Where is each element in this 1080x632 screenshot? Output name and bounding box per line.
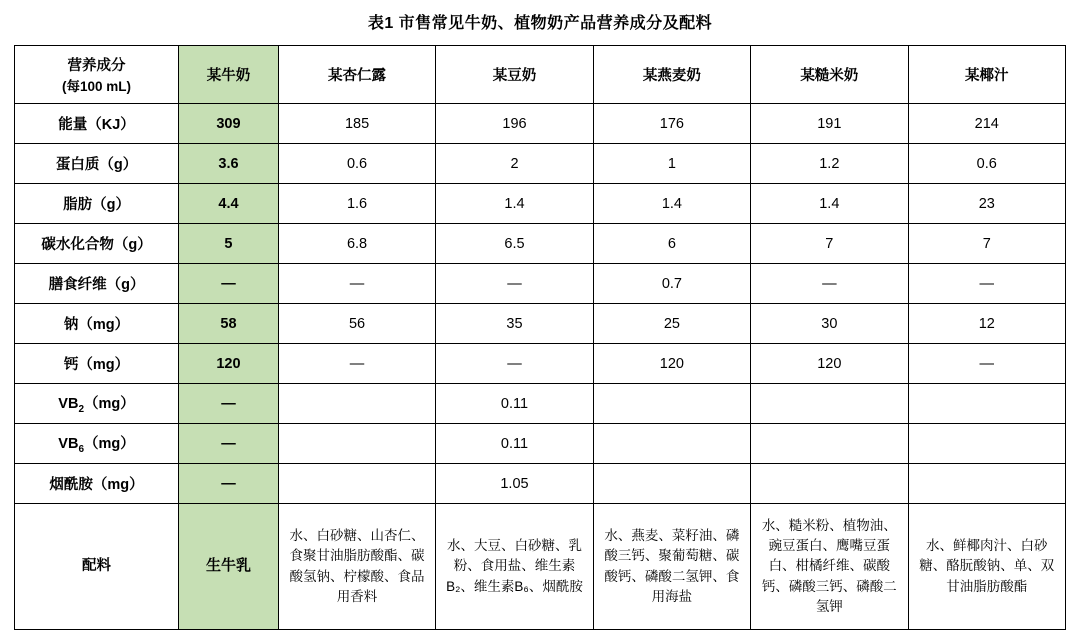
cell-fiber-oat: 0.7: [593, 264, 750, 304]
row-label-vb6-suffix: （mg）: [84, 436, 135, 453]
table-row: [15, 424, 1066, 464]
cell-protein-soy: 2: [436, 144, 593, 184]
nutrition-table: [14, 45, 1066, 630]
cell-sodium-soy: 35: [436, 304, 593, 344]
cell-protein-oat: 1: [593, 144, 750, 184]
row-label-vb2: [15, 384, 179, 424]
cell-energy-oat: 176: [593, 104, 750, 144]
cell-energy-brownrice: 191: [751, 104, 908, 144]
cell-energy-soy: 196: [436, 104, 593, 144]
row-label-ingredients: 配料: [15, 504, 179, 630]
cell-protein-coconut: 0.6: [908, 144, 1065, 184]
cell-calcium-oat: 120: [593, 344, 750, 384]
cell-protein-milk: 3.6: [179, 144, 279, 184]
row-label-fiber: 膳食纤维（g）: [15, 264, 179, 304]
cell-carbohydrate-soy: 6.5: [436, 224, 593, 264]
cell-carbohydrate-almond: 6.8: [278, 224, 435, 264]
cell-fat-almond: 1.6: [278, 184, 435, 224]
table-row-ingredients: [15, 504, 1066, 630]
cell-fiber-soy: —: [436, 264, 593, 304]
row-label-vb6-subscript: 6: [78, 443, 85, 455]
cell-niacinamide-soy: 1.05: [436, 464, 593, 504]
cell-vb6-soy: 0.11: [436, 424, 593, 464]
cell-carbohydrate-coconut: 7: [908, 224, 1065, 264]
cell-vb2-brownrice: [751, 384, 908, 424]
header-cell-coconut: 某椰汁: [908, 46, 1065, 104]
row-label-fat: 脂肪（g）: [15, 184, 179, 224]
cell-fat-soy: 1.4: [436, 184, 593, 224]
row-label-calcium: 钙（mg）: [15, 344, 179, 384]
table-row: [15, 224, 1066, 264]
cell-fat-brownrice: 1.4: [751, 184, 908, 224]
row-label-vb2-prefix: VB: [58, 396, 79, 413]
cell-fiber-milk: —: [179, 264, 279, 304]
cell-vb6-milk: —: [179, 424, 279, 464]
cell-sodium-brownrice: 30: [751, 304, 908, 344]
table-row: [15, 264, 1066, 304]
cell-vb2-milk: —: [179, 384, 279, 424]
header-cell-almond: 某杏仁露: [278, 46, 435, 104]
row-label-vb2-subscript: 2: [78, 403, 85, 415]
table-row: [15, 104, 1066, 144]
header-cell-oat: 某燕麦奶: [593, 46, 750, 104]
cell-vb2-soy: 0.11: [436, 384, 593, 424]
cell-ingredients-brownrice: 水、糙米粉、植物油、豌豆蛋白、鹰嘴豆蛋白、柑橘纤维、碳酸钙、磷酸三钙、磷酸二氢钾: [751, 504, 908, 630]
cell-calcium-coconut: —: [908, 344, 1065, 384]
cell-carbohydrate-oat: 6: [593, 224, 750, 264]
cell-ingredients-oat: 水、燕麦、菜籽油、磷酸三钙、聚葡萄糖、碳酸钙、磷酸二氢钾、食用海盐: [593, 504, 750, 630]
header-nutrient-line1: 营养成分: [67, 58, 126, 74]
cell-energy-almond: 185: [278, 104, 435, 144]
cell-fat-coconut: 23: [908, 184, 1065, 224]
cell-fiber-almond: —: [278, 264, 435, 304]
table-row: [15, 384, 1066, 424]
table-header: [15, 46, 1066, 104]
cell-protein-brownrice: 1.2: [751, 144, 908, 184]
cell-sodium-milk: 58: [179, 304, 279, 344]
cell-vb2-coconut: [908, 384, 1065, 424]
table-row: [15, 144, 1066, 184]
header-cell-milk: 某牛奶: [179, 46, 279, 104]
table-body: [15, 104, 1066, 630]
cell-ingredients-coconut: 水、鲜椰肉汁、白砂糖、酪朊酸钠、单、双甘油脂肪酸酯: [908, 504, 1065, 630]
table-container: [0, 45, 1080, 630]
header-cell-nutrient: [15, 46, 179, 104]
table-row: [15, 304, 1066, 344]
cell-vb6-oat: [593, 424, 750, 464]
row-label-vb6-prefix: VB: [58, 436, 79, 453]
row-label-energy: 能量（KJ）: [15, 104, 179, 144]
cell-calcium-brownrice: 120: [751, 344, 908, 384]
cell-calcium-almond: —: [278, 344, 435, 384]
row-label-sodium: 钠（mg）: [15, 304, 179, 344]
cell-energy-coconut: 214: [908, 104, 1065, 144]
cell-niacinamide-almond: [278, 464, 435, 504]
cell-energy-milk: 309: [179, 104, 279, 144]
row-label-protein: 蛋白质（g）: [15, 144, 179, 184]
cell-fiber-coconut: —: [908, 264, 1065, 304]
cell-sodium-coconut: 12: [908, 304, 1065, 344]
table-row: [15, 184, 1066, 224]
row-label-carbohydrate: 碳水化合物（g）: [15, 224, 179, 264]
cell-vb2-almond: [278, 384, 435, 424]
cell-carbohydrate-milk: 5: [179, 224, 279, 264]
cell-calcium-milk: 120: [179, 344, 279, 384]
cell-protein-almond: 0.6: [278, 144, 435, 184]
cell-vb6-almond: [278, 424, 435, 464]
cell-sodium-oat: 25: [593, 304, 750, 344]
header-row: [15, 46, 1066, 104]
cell-sodium-almond: 56: [278, 304, 435, 344]
row-label-vb6: [15, 424, 179, 464]
cell-vb2-oat: [593, 384, 750, 424]
cell-vb6-brownrice: [751, 424, 908, 464]
table-title: 表1 市售常见牛奶、植物奶产品营养成分及配料: [367, 15, 713, 32]
table-row: [15, 464, 1066, 504]
cell-fat-oat: 1.4: [593, 184, 750, 224]
header-cell-soy: 某豆奶: [436, 46, 593, 104]
cell-fat-milk: 4.4: [179, 184, 279, 224]
cell-ingredients-soy: 水、大豆、白砂糖、乳粉、食用盐、维生素B₂、维生素B₆、烟酰胺: [436, 504, 593, 630]
row-label-niacinamide: 烟酰胺（mg）: [15, 464, 179, 504]
cell-niacinamide-coconut: [908, 464, 1065, 504]
header-cell-brownrice: 某糙米奶: [751, 46, 908, 104]
cell-ingredients-almond: 水、白砂糖、山杏仁、食聚甘油脂肪酸酯、碳酸氢钠、柠檬酸、食品用香料: [278, 504, 435, 630]
cell-calcium-soy: —: [436, 344, 593, 384]
table-row: [15, 344, 1066, 384]
cell-niacinamide-oat: [593, 464, 750, 504]
cell-niacinamide-brownrice: [751, 464, 908, 504]
header-nutrient-line2: (每100 mL): [62, 79, 132, 94]
cell-niacinamide-milk: —: [179, 464, 279, 504]
cell-carbohydrate-brownrice: 7: [751, 224, 908, 264]
cell-fiber-brownrice: —: [751, 264, 908, 304]
cell-vb6-coconut: [908, 424, 1065, 464]
row-label-vb2-suffix: （mg）: [84, 396, 135, 413]
cell-ingredients-milk: 生牛乳: [179, 504, 279, 630]
